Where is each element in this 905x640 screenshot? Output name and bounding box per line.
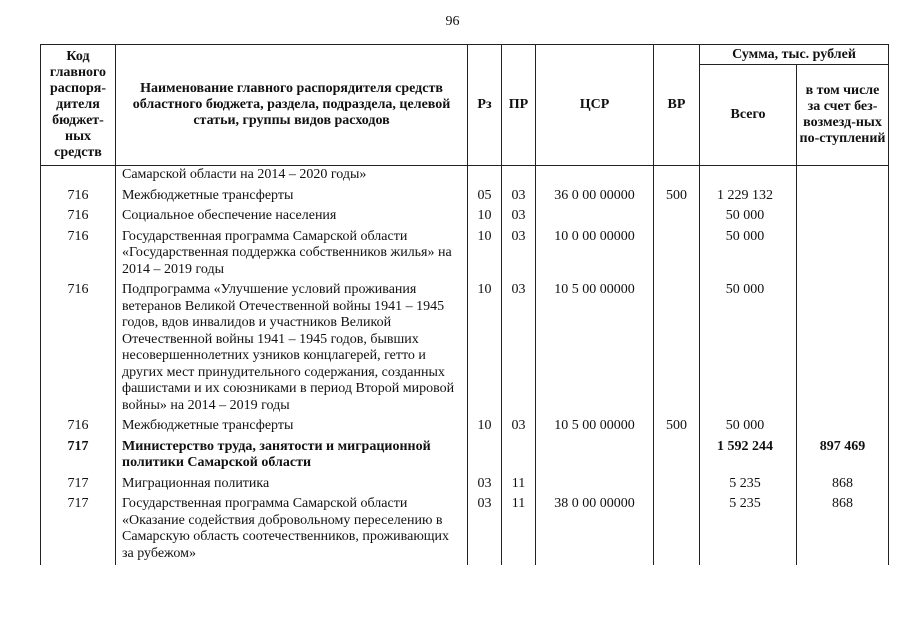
code-cell: 716	[41, 207, 116, 228]
name-cell: Самарской области на 2014 – 2020 годы»	[116, 166, 468, 187]
name-cell: Государственная программа Самарской области «Оказание содействия добровольному переселению в Самарскую область соотечественников, проживающих за рубежом»	[116, 495, 468, 565]
total-cell: 50 000	[700, 281, 797, 417]
csr-cell	[536, 207, 654, 228]
pr-cell: 03	[502, 281, 536, 417]
code-cell: 716	[41, 281, 116, 417]
pr-cell: 03	[502, 228, 536, 282]
pr-cell: 03	[502, 417, 536, 438]
table-row	[41, 417, 889, 438]
header-sum: Сумма, тыс. рублей	[700, 45, 889, 65]
vr-cell	[654, 438, 700, 475]
name-cell: Министерство труда, занятости и миграционной политики Самарской области	[116, 438, 468, 475]
incl-cell: 868	[797, 475, 889, 496]
code-cell: 717	[41, 475, 116, 496]
pr-cell: 11	[502, 475, 536, 496]
header-rz: Рз	[468, 45, 502, 166]
csr-cell: 10 5 00 00000	[536, 417, 654, 438]
code-cell: 716	[41, 187, 116, 208]
incl-cell	[797, 417, 889, 438]
table-row	[41, 281, 889, 417]
vr-cell	[654, 495, 700, 565]
rz-cell: 10	[468, 207, 502, 228]
csr-cell	[536, 166, 654, 187]
table-row	[41, 207, 889, 228]
vr-cell	[654, 207, 700, 228]
header-vr: ВР	[654, 45, 700, 166]
table-row	[41, 166, 889, 187]
rz-cell: 10	[468, 228, 502, 282]
pr-cell: 11	[502, 495, 536, 565]
csr-cell: 10 5 00 00000	[536, 281, 654, 417]
table-row	[41, 438, 889, 475]
name-cell: Межбюджетные трансферты	[116, 417, 468, 438]
table-body	[41, 166, 889, 566]
vr-cell: 500	[654, 187, 700, 208]
rz-cell: 03	[468, 475, 502, 496]
header-pr: ПР	[502, 45, 536, 166]
csr-cell: 38 0 00 00000	[536, 495, 654, 565]
csr-cell: 36 0 00 00000	[536, 187, 654, 208]
table-row	[41, 475, 889, 496]
vr-cell	[654, 281, 700, 417]
csr-cell	[536, 475, 654, 496]
name-cell: Социальное обеспечение населения	[116, 207, 468, 228]
rz-cell: 05	[468, 187, 502, 208]
total-cell: 5 235	[700, 495, 797, 565]
name-cell: Подпрограмма «Улучшение условий проживания ветеранов Великой Отечественной войны 1941 – 1945 годов, вдов инвалидов и участников Великой Отечественной войны 1941 – 1945 годов, бывших несовершеннолетних узников концлагерей, гетто и других мест принудительного содержания, созданных фашистами и их союзниками в период Второй мировой войны» на 2014 – 2019 годы	[116, 281, 468, 417]
budget-table	[40, 44, 889, 565]
header-csr: ЦСР	[536, 45, 654, 166]
vr-cell	[654, 475, 700, 496]
incl-cell: 897 469	[797, 438, 889, 475]
header-incl: в том числе за счет без-возмезд-ных по-ступлений	[797, 65, 889, 166]
csr-cell: 10 0 00 00000	[536, 228, 654, 282]
total-cell: 50 000	[700, 207, 797, 228]
incl-cell	[797, 228, 889, 282]
name-cell: Государственная программа Самарской области «Государственная поддержка собственников жилья» на 2014 – 2019 годы	[116, 228, 468, 282]
incl-cell	[797, 187, 889, 208]
rz-cell	[468, 438, 502, 475]
code-cell: 717	[41, 438, 116, 475]
incl-cell: 868	[797, 495, 889, 565]
code-cell: 716	[41, 228, 116, 282]
csr-cell	[536, 438, 654, 475]
code-cell: 717	[41, 495, 116, 565]
rz-cell: 10	[468, 281, 502, 417]
total-cell: 1 592 244	[700, 438, 797, 475]
total-cell	[700, 166, 797, 187]
total-cell: 1 229 132	[700, 187, 797, 208]
code-cell	[41, 166, 116, 187]
pr-cell	[502, 166, 536, 187]
incl-cell	[797, 281, 889, 417]
code-cell: 716	[41, 417, 116, 438]
name-cell: Межбюджетные трансферты	[116, 187, 468, 208]
rz-cell	[468, 166, 502, 187]
pr-cell	[502, 438, 536, 475]
vr-cell: 500	[654, 417, 700, 438]
vr-cell	[654, 228, 700, 282]
header-code: Код главного распоря-дителя бюджет-ных средств	[41, 45, 116, 166]
table-row	[41, 495, 889, 565]
vr-cell	[654, 166, 700, 187]
pr-cell: 03	[502, 187, 536, 208]
rz-cell: 10	[468, 417, 502, 438]
table-row	[41, 187, 889, 208]
incl-cell	[797, 207, 889, 228]
total-cell: 50 000	[700, 417, 797, 438]
rz-cell: 03	[468, 495, 502, 565]
incl-cell	[797, 166, 889, 187]
pr-cell: 03	[502, 207, 536, 228]
total-cell: 5 235	[700, 475, 797, 496]
header-total: Всего	[700, 65, 797, 166]
total-cell: 50 000	[700, 228, 797, 282]
table-row	[41, 228, 889, 282]
header-name: Наименование главного распорядителя средств областного бюджета, раздела, подраздела, целевой статьи, группы видов расходов	[116, 45, 468, 166]
page-number: 96	[445, 14, 460, 29]
name-cell: Миграционная политика	[116, 475, 468, 496]
